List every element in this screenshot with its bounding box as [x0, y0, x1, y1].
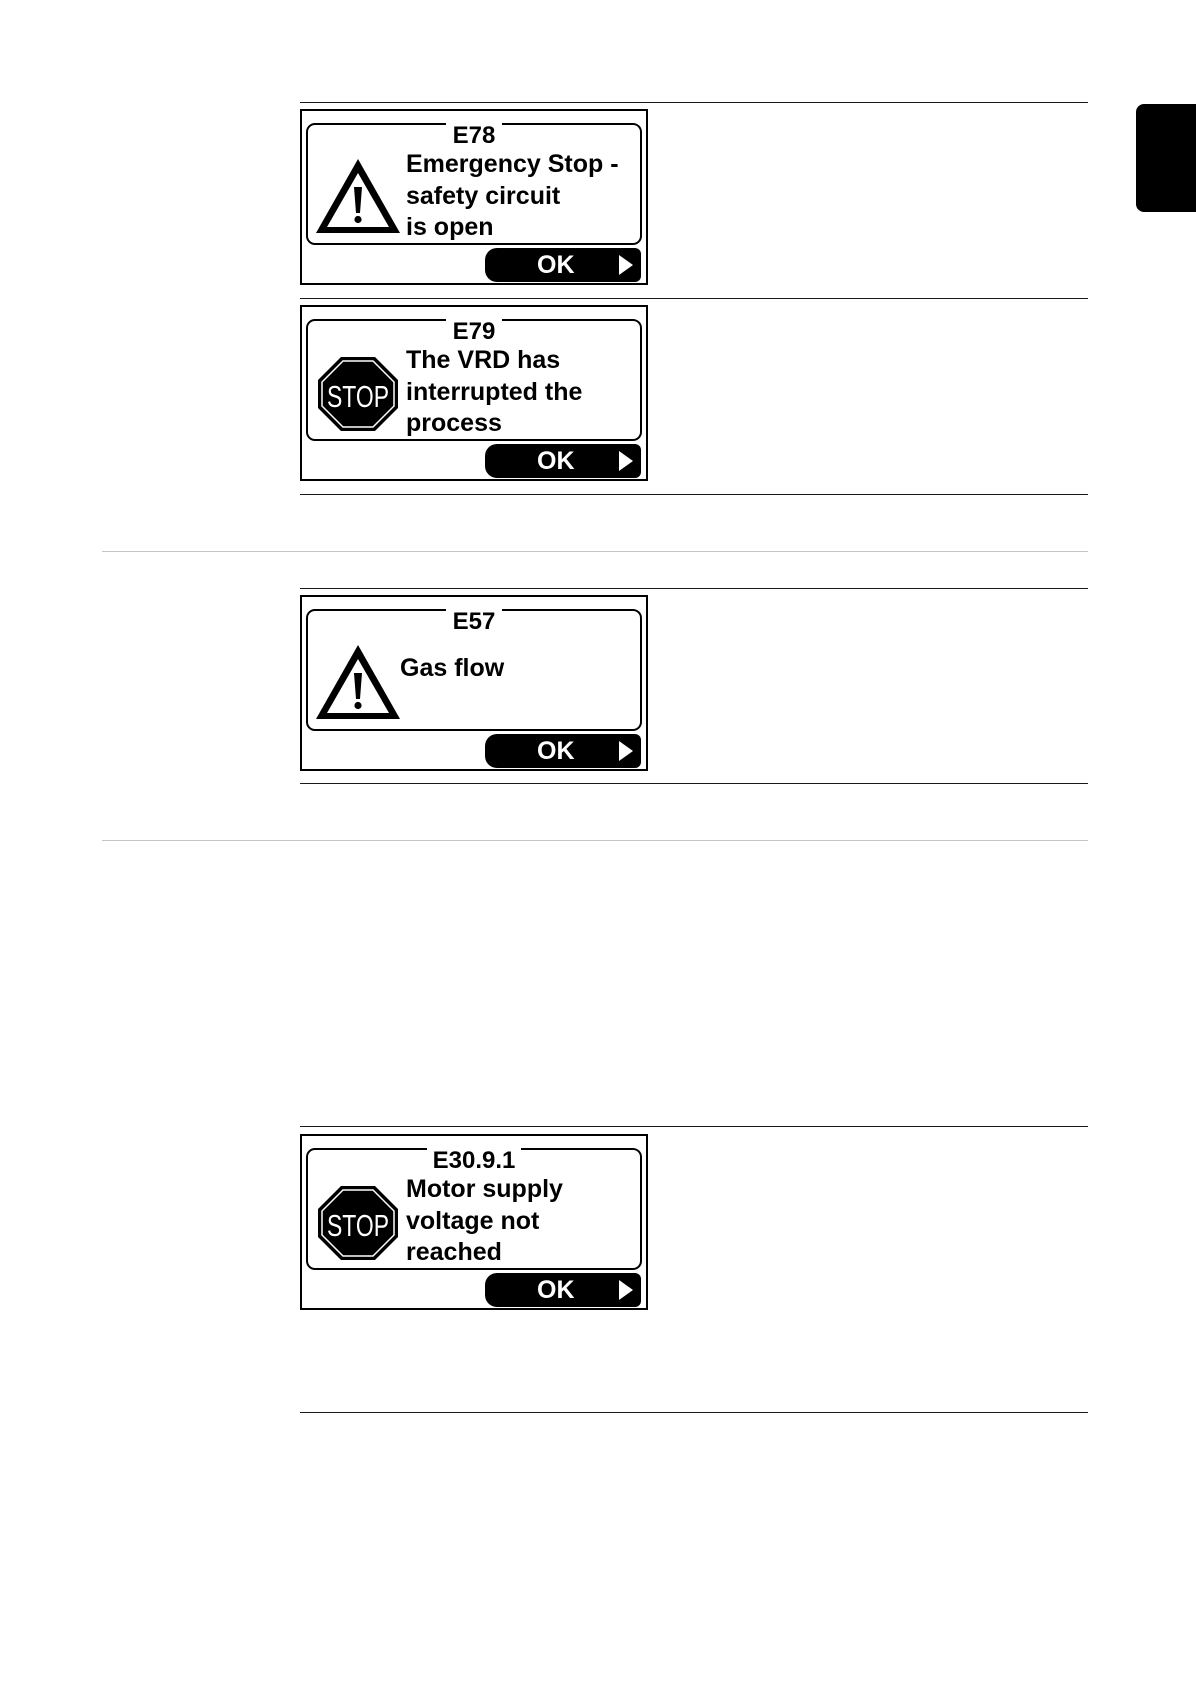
error-code: E30.9.1: [308, 1149, 640, 1173]
error-code: E79: [308, 320, 640, 344]
error-code: E57: [308, 610, 640, 634]
error-message: The VRD has interrupted the process: [406, 346, 583, 437]
error-display-e79: [300, 305, 648, 481]
error-message: Gas flow: [400, 654, 505, 682]
ok-button[interactable]: [485, 1273, 641, 1307]
ok-button-label: OK: [537, 251, 575, 279]
error-code: E78: [308, 124, 640, 148]
error-message-frame: [306, 609, 642, 731]
ok-button[interactable]: [485, 248, 641, 282]
error-message: Motor supply voltage not reached: [406, 1175, 563, 1266]
rule-end-section-2: [300, 783, 1088, 784]
rule-start-section-3: [300, 1126, 1088, 1127]
stop-sign-icon: [314, 351, 402, 435]
chapter-tab-marker: [1136, 104, 1196, 212]
rule-end-section-3: [300, 1412, 1088, 1413]
rule-top-section: [300, 102, 1088, 103]
error-message-frame: [306, 1148, 642, 1270]
warning-triangle-icon: [314, 641, 402, 725]
ok-button-label: OK: [537, 447, 575, 475]
arrow-right-icon: [619, 255, 633, 275]
warning-triangle-icon: [314, 155, 402, 239]
rule-between-panels: [300, 298, 1088, 299]
error-display-e57: [300, 595, 648, 771]
ok-button[interactable]: [485, 444, 641, 478]
svg-text:STOP: STOP: [327, 379, 389, 414]
rule-start-section-2: [300, 588, 1088, 589]
error-message: Emergency Stop - safety circuit is open: [406, 150, 619, 241]
svg-text:STOP: STOP: [327, 1208, 389, 1243]
error-message-frame: [306, 123, 642, 245]
arrow-right-icon: [619, 741, 633, 761]
error-display-e30-9-1: [300, 1134, 648, 1310]
error-message-frame: [306, 319, 642, 441]
arrow-right-icon: [619, 451, 633, 471]
rule-end-section-1: [300, 494, 1088, 495]
section-divider-1: [102, 551, 1088, 552]
ok-button-label: OK: [537, 737, 575, 765]
stop-sign-icon: [314, 1180, 402, 1264]
section-divider-2: [102, 840, 1088, 841]
ok-button-label: OK: [537, 1276, 575, 1304]
arrow-right-icon: [619, 1280, 633, 1300]
error-display-e78: [300, 109, 648, 285]
ok-button[interactable]: [485, 734, 641, 768]
